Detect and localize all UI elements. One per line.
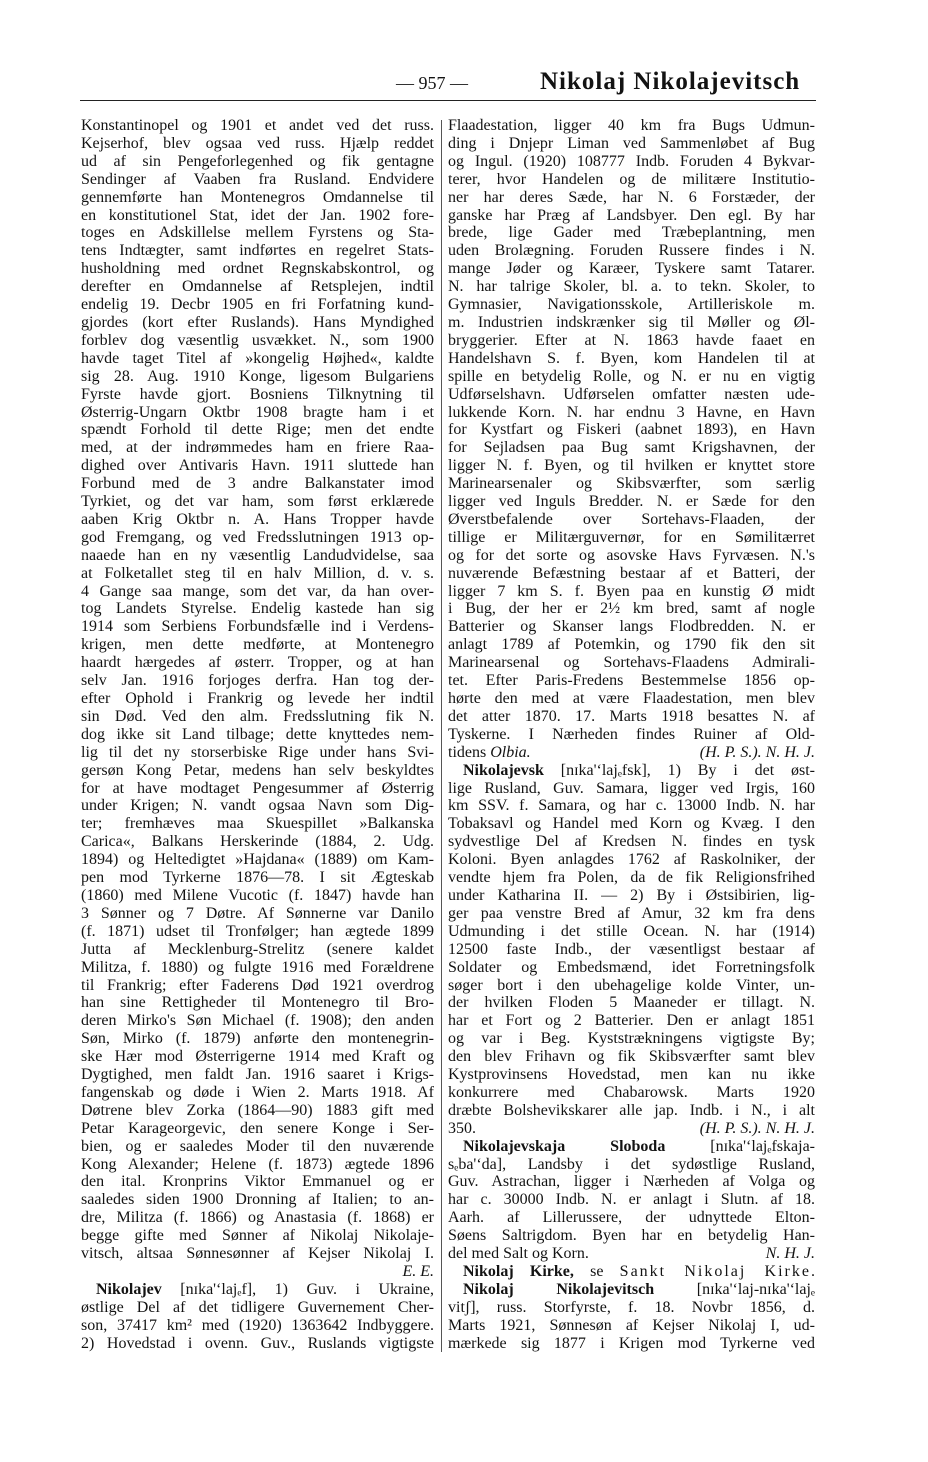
text-line: Jutta af Mecklenburg-Strelitz (senere kaldet [81, 940, 434, 958]
text-line: 1914 som Serbiens Forbundsfælle ind i Verdens- [81, 618, 434, 636]
text-line: Udmunding i det stille Ocean. N. har (1914) [448, 922, 815, 940]
text-line: under Katharina II. — 2) By i Østsibirien, lig- [448, 886, 815, 904]
text-line: tog Landets Styrelse. Endelig kastede han sig [81, 600, 434, 618]
cross-reference: Sankt Nikolaj Kirke [619, 1263, 811, 1280]
text-line: anlagt 1789 af Potemkin, og 1790 fik den sit [448, 636, 815, 654]
text-line: Fyrste havde gjort. Bosniens Tilknytning til [81, 385, 434, 403]
text-line: Guv. Astrachan, ligger i Nærheden af Volga og [448, 1173, 815, 1191]
text-line: ligger N. f. Byen, og til hvilken er knyttet store [448, 457, 815, 475]
text-line: Marinearsenal og Sortehavs-Flaadens Admirali- [448, 654, 815, 672]
text-line: endelig 19. Decbr 1905 en fri Forfatning kund- [81, 296, 434, 314]
text-line: Carica«, Balkans Herskerinde (1884, 2. Udg. [81, 833, 434, 851]
text-line: det atter 1870. 17. Marts 1918 besattes N. af [448, 707, 815, 725]
text-line: sₑba'ʻda], Landsby i det sydøstlige Rusland, [448, 1155, 815, 1173]
text-line: og for det sorte og asovske Havs Fyrvæsen. N.'s [448, 546, 815, 564]
headword: Nikolajev [96, 1280, 162, 1298]
text-line: tet. Efter Paris-Fredens Bestemmelse 1856 op- [448, 672, 815, 690]
column-divider [441, 120, 442, 1352]
text-segment: [nɪka'ʻlaj-nɪka'ʻlajₑ [654, 1280, 815, 1298]
attribution: (H. P. S.). N. H. J. [699, 1119, 815, 1137]
text-line: sig 28. Aug. 1910 Konge, ligesom Bulgariens [81, 367, 434, 385]
text-line: til Frankrig; efter Faderens Død 1921 overdrog [81, 976, 434, 994]
text-line: m. Industrien indskrænker sig til Møller og Øl- [448, 313, 815, 331]
text-line: Døtrene blev Zorka (1864—90) 1883 gift med [81, 1101, 434, 1119]
line-attribution [766, 1245, 815, 1263]
text-line: ter; fremhæves maa Skuespillet »Balkanska [81, 815, 434, 833]
text-line: haardt hærgedes af østerr. Tropper, og at han [81, 654, 434, 672]
text-line: 1894) og Heltedigtet »Hajdana« (1889) om Kam- [81, 851, 434, 869]
text-line: ske Hær mod Østerrigerne 1914 med Kraft og [81, 1048, 434, 1066]
text-segment: del med Salt og Korn. [448, 1245, 589, 1263]
text-line: havde taget Titel af »kongelig Højhed«, kaldte [81, 349, 434, 367]
text-line: sydvestlige Del af Kredsen N. findes en tysk [448, 833, 815, 851]
text-line: Aarh. af Lillerussere, der udnyttede Elton- [448, 1209, 815, 1227]
text-line: begge gifte med Sønner af Nikolaj Nikolaje- [81, 1227, 434, 1245]
text-line: sin Død. Ved den alm. Fredsslutning fik N. [81, 707, 434, 725]
headword: Nikolajevsk [463, 761, 544, 779]
text-line: for Sejladsen paa Bug samt Krigshavnen, der [448, 439, 815, 457]
text-line: Dygtighed, men faldt Jan. 1916 saaret i Krigs- [81, 1066, 434, 1084]
text-line: dog ikke sit Land tilbage; dette knyttedes nem- [81, 725, 434, 743]
text-line: (f. 1871) udset til Tronfølger; han ægtede 1899 [81, 922, 434, 940]
text-segment: . [811, 1263, 815, 1280]
text-line: Søens Saltrigdom. Byen har en betydelig Han- [448, 1227, 815, 1245]
text-line: han sine Rettigheder til Montenegro til Bro- [81, 994, 434, 1012]
text-line: den blev Frihavn og fik Skibsværfter samt blev [448, 1048, 815, 1066]
text-line: Konstantinopel og 1901 et andet ved det russ. [81, 117, 434, 134]
text-line: dre, Militza (f. 1866) og Anastasia (f. 1868) er [81, 1209, 434, 1227]
text-line: Søn, Mirko (f. 1879) anførte den montenegrin- [81, 1030, 434, 1048]
text-line: Udførselshavn. Udførselen omfatter næsten ude- [448, 385, 815, 403]
text-line: Sendinger af Vaaben fra Rusland. Endvidere [81, 170, 434, 188]
text-line: son, 37417 km² med (1920) 1363642 Indbyggere. [81, 1316, 434, 1334]
text-line: god Fremgang, og ved Fredsslutningen 1913 op- [81, 528, 434, 546]
line-attribution [402, 1263, 434, 1281]
text-line: husholdning med ordnet Regnskabskontrol, og [81, 260, 434, 278]
text-line [448, 1263, 815, 1281]
text-line: (1860) med Milene Vucotic (f. 1847) havde han [81, 886, 434, 904]
text-line: og Ingul. (1920) 108777 Indb. Foruden 4 Bykvar- [448, 152, 815, 170]
text-segment: 350. [448, 1119, 476, 1137]
text-line: Tobaksavl og Handel med Korn og Kvæg. I den [448, 815, 815, 833]
text-line: der hvilken Floden 5 Maaneder er tillagt. N. [448, 994, 815, 1012]
text-line: toges en Adskillelse mellem Fyrstens og Sta- [81, 224, 434, 242]
text-line: nuværende Befæstning bestaar af et Batteri, der [448, 564, 815, 582]
text-line [448, 1138, 815, 1156]
text-line [448, 1120, 815, 1138]
text-line: gennemførte han Montenegros Omdannelse til [81, 188, 434, 206]
text-line: Koloni. Byen anlagdes 1762 af Raskolniker, der [448, 851, 815, 869]
text-line: for at have modtaget Pengesummer af Østerrig [81, 779, 434, 797]
italic-text: Olbia. [490, 743, 531, 761]
text-line: dighed over Antivaris Havn. 1911 sluttede han [81, 457, 434, 475]
text-line: Tyrkiet, og det var ham, som først erklærede [81, 493, 434, 511]
text-line: Gymnasier, Navigationsskole, Artilleriskole m. [448, 296, 815, 314]
text-line: søger bort i den ubehagelige kolde Vinter, un- [448, 976, 815, 994]
text-line: ud af sin Pengeforlegenhed og fik gentagne [81, 152, 434, 170]
text-segment: se [573, 1263, 620, 1280]
text-line: saaledes siden 1900 Dronning af Italien; to an- [81, 1191, 434, 1209]
text-line: i Bug, der her er 2½ km bred, samt af nogle [448, 600, 815, 618]
text-line: derefter en Omdannelse af Retsplejen, indtil [81, 278, 434, 296]
text-line: deren Mirko's Søn Michael (f. 1908); den anden [81, 1012, 434, 1030]
text-segment: [nɪka'ʻlajₑfskaja- [665, 1137, 815, 1155]
text-line: brede, lige Gader med Træbeplantning, men [448, 224, 815, 242]
text-line [448, 1245, 815, 1263]
text-line [81, 1263, 434, 1281]
text-line: spille en betydelig Rolle, og N. er nu en vigtig [448, 367, 815, 385]
text-line: Handelshavn S. f. Byen, kom Handelen til at [448, 349, 815, 367]
text-line: Kystprovinsens Hovedstad, men kan nu ikke [448, 1066, 815, 1084]
text-line: med, at der indrømmedes ham en friere Raa- [81, 439, 434, 457]
text-line: ger paa venstre Bred af Amur, 32 km fra dens [448, 904, 815, 922]
text-line: ganske har Præg af Landsbyer. Den egl. By har [448, 206, 815, 224]
text-segment: tidens [448, 743, 491, 761]
text-line: km SSV. f. Samara, og har c. 13000 Indb. N. har [448, 797, 815, 815]
text-line: forblev dog væsentlig usvækket. N., som 1900 [81, 331, 434, 349]
text-line: Soldater og Embedsmænd, idet Forretningsfolk [448, 958, 815, 976]
text-segment: [nɪka'ʻlajₑfsk], 1) By i det øst- [543, 761, 815, 779]
text-line: 12500 faste Indb., der væsentligst bestaar af [448, 940, 815, 958]
text-line: østlige Del af det tidligere Guvernement Cher- [81, 1298, 434, 1316]
text-line: efter Ophold i Frankrig og levede her indtil [81, 690, 434, 707]
headword: Nikolaj Kirke, [463, 1263, 574, 1280]
text-line: Marts 1921, Sønnesøn af Kejser Nikolaj I, ud- [448, 1316, 815, 1334]
text-line: vitʃ], russ. Storfyrste, f. 18. Novbr 1856, d. [448, 1298, 815, 1316]
text-line: Militza, f. 1880) og fulgte 1916 med Forældrene [81, 958, 434, 976]
text-line: ding i Dnjepr Liman ved Sammenløbet af Bug [448, 134, 815, 152]
text-line: 3 Sønner og 7 Døtre. Af Sønnerne var Danilo [81, 904, 434, 922]
text-line: terer, hvor Handelen og de militære Institutio- [448, 170, 815, 188]
text-line: Kong Alexander; Helene (f. 1873) ægtede 1896 [81, 1155, 434, 1173]
attribution: E. E. [402, 1263, 434, 1280]
text-line: gjordes (kort efter Ruslands). Hans Myndighed [81, 313, 434, 331]
text-line: fangenskab og døde i Wien 2. Marts 1918. Af [81, 1083, 434, 1101]
text-line: dræbte Bolshevikskarer alle jap. Indb. i N., i alt [448, 1101, 815, 1119]
text-line: spændt Forhold til dette Rige; men det endte [81, 421, 434, 439]
text-line: pen mod Tyrkerne 1876—78. I sit Ægteskab [81, 869, 434, 887]
text-line: Petar Karageorgevic, den senere Konge i Ser- [81, 1119, 434, 1137]
line-text [448, 1245, 589, 1263]
text-line: har c. 30000 Indb. N. er anlagt i Slutn. af 18. [448, 1191, 815, 1209]
text-line: Batterier og Skanser langs Flodbredden. N. er [448, 618, 815, 636]
text-line: hørte den med at være Flaadestation, men blev [448, 690, 815, 707]
text-line: tens Indtægter, samt indførtes en regelret Stats- [81, 242, 434, 260]
text-line: Tyskerne. I Nærheden findes Ruiner af Old- [448, 725, 815, 743]
text-line: naaede han en ny væsentlig Landudvidelse, saa [81, 546, 434, 564]
attribution: N. H. J. [765, 1245, 815, 1263]
text-line: gersøn Kong Petar, medens han selv beskyldtes [81, 761, 434, 779]
attribution: (H. P. S.). N. H. J. [699, 743, 815, 761]
text-line: Forbund med de 3 andre Balkanstater imod [81, 475, 434, 493]
text-line: ligger 7 km S. f. Byen paa en kunstig Ø midt [448, 582, 815, 600]
text-line: og var i Beg. Kyststrækningens vigtigste By; [448, 1030, 815, 1048]
text-line: Kejserhof, blev ogsaa ved russ. Hjælp reddet [81, 134, 434, 152]
headword: Nikolaj Nikolajevitsch [463, 1280, 655, 1298]
line-attribution [700, 1120, 815, 1138]
text-line: 4 Gange saa mange, som det var, da han over- [81, 582, 434, 600]
text-line: for Kystfart og Fiskeri (aabnet 1893), en Havn [448, 421, 815, 439]
text-line: konkurrere med Chabarowsk. Marts 1920 [448, 1083, 815, 1101]
text-line [448, 762, 815, 780]
text-line: mærkede sig 1877 i Krigen mod Tyrkerne ved [448, 1334, 815, 1352]
text-line: at Folketallet steg til en halv Million, d. v. s. [81, 564, 434, 582]
text-line: uden Brolægning. Foruden Russere findes i N. [448, 242, 815, 260]
text-line: mange Jøder og Karæer, Tyskere samt Tatarer. [448, 260, 815, 278]
text-line: 2) Hovedstad i ovenn. Guv., Ruslands vigtigste [81, 1334, 434, 1352]
text-line: krigen, men dette medførte, at Montenegro [81, 636, 434, 654]
line-text [448, 744, 531, 762]
text-line: tillige er Militærguvernør, for en Sømilitærret [448, 528, 815, 546]
text-line: under Krigen; N. vandt ogsaa Navn som Dig- [81, 797, 434, 815]
line-attribution [700, 744, 815, 762]
text-line: bryggerier. Efter at N. 1863 havde faaet en [448, 331, 815, 349]
text-line: bien, og er saaledes Moder til den nuværende [81, 1137, 434, 1155]
text-line: aaben Krig Oktbr n. A. Hans Tropper havde [81, 510, 434, 528]
running-title: Nikolaj Nikolajevitsch [540, 68, 801, 95]
text-line: selv Jan. 1916 forjoges derfra. Han tog der- [81, 672, 434, 690]
text-line [81, 1281, 434, 1299]
headword: Nikolajevskaja Sloboda [463, 1137, 666, 1155]
text-line [448, 744, 815, 762]
text-line: Øverstbefalende over Sortehavs-Flaaden, der [448, 510, 815, 528]
text-line: vendte hjem fra Polen, da de fik Religionsfrihed [448, 869, 815, 887]
page-number: — 957 — [396, 73, 468, 93]
left-column [81, 117, 434, 1353]
text-line: ligger ved Inguls Bredder. N. er Sæde for den [448, 493, 815, 511]
text-line: N. har talrige Skoler, bl. a. to tekn. Skoler, to [448, 278, 815, 296]
line-text [448, 1120, 476, 1138]
right-column [448, 117, 815, 1353]
text-line: Østerrig-Ungarn Oktbr 1908 bragte ham i et [81, 403, 434, 421]
text-line: lige Rusland, Guv. Samara, ligger ved Irgis, 160 [448, 779, 815, 797]
text-line: lukkende Korn. N. har endnu 3 Havne, en Havn [448, 403, 815, 421]
text-segment: [nɪka'ʻlajₑf], 1) Guv. i Ukraine, [161, 1280, 434, 1298]
text-line: den ital. Kronprins Viktor Emmanuel og er [81, 1173, 434, 1191]
text-line: har et Fort og 2 Batterier. Den er anlagt 1851 [448, 1012, 815, 1030]
text-line: lig til det ny storserbiske Rige under hans Svi- [81, 743, 434, 761]
text-line: Flaadestation, ligger 40 km fra Bugs Udmun- [448, 117, 815, 134]
text-line: en konstitutionel Stat, idet der Jan. 1902 fore- [81, 206, 434, 224]
text-line: Marinearsenaler og Skibsværfter, som særlig [448, 475, 815, 493]
text-line [448, 1281, 815, 1299]
text-line: ner har deres Sæde, har N. 6 Forstæder, der [448, 188, 815, 206]
text-line: vitsch, altsaa Sønnesønner af Kejser Nikolaj I. [81, 1245, 434, 1263]
header-rule [80, 100, 816, 101]
